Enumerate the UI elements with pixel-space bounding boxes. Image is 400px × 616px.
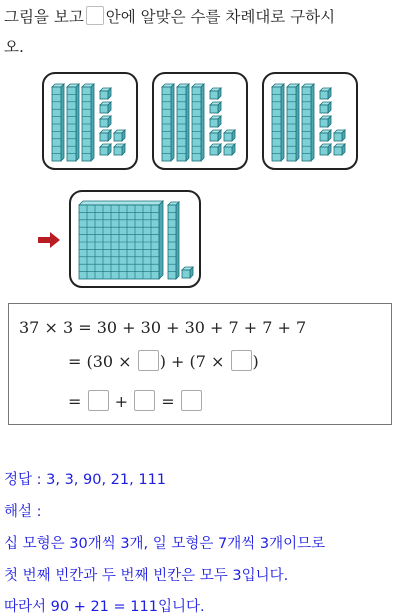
question-part2: 안에 알맞은 수를 차례대로 구하시 xyxy=(105,8,336,26)
unit-cube-icon xyxy=(334,144,345,155)
unit-cube-icon xyxy=(224,144,235,155)
equation-line-1: 37 × 3 = 30 + 30 + 30 + 7 + 7 + 7 xyxy=(19,318,307,337)
block-result-drawing xyxy=(71,192,203,290)
block-group-2 xyxy=(152,72,248,170)
ten-rod-icon xyxy=(162,84,174,161)
ten-rod-icon xyxy=(168,202,179,279)
answer-line xyxy=(4,468,166,489)
blank-3 xyxy=(88,390,109,411)
blank-5 xyxy=(181,390,202,411)
answer-value: 3, 3, 90, 21, 111 xyxy=(46,472,167,488)
block-group-3 xyxy=(262,72,358,170)
explanation-label: 해설 : xyxy=(4,504,42,520)
unit-cube-icon xyxy=(210,144,221,155)
unit-cube-icon xyxy=(320,102,331,113)
unit-cube-icon xyxy=(100,116,111,127)
unit-cube-icon xyxy=(100,144,111,155)
explanation-line-3: 따라서 90 + 21 = 111입니다. xyxy=(4,599,205,615)
unit-cube-icon xyxy=(114,144,125,155)
unit-cube-icon xyxy=(320,116,331,127)
question-text xyxy=(4,2,396,62)
equation-line-2-b: ) + (7 × xyxy=(159,352,225,371)
hundred-flat-icon xyxy=(79,201,163,279)
unit-cube-icon xyxy=(320,88,331,99)
unit-cube-icon xyxy=(100,102,111,113)
block-group-1-drawing xyxy=(44,74,140,172)
unit-cube-icon xyxy=(100,88,111,99)
right-arrow-icon xyxy=(38,232,60,248)
equation-line-2-a: = (30 × xyxy=(68,352,132,371)
explanation-line-1: 십 모형은 30개씩 3개, 일 모형은 7개씩 3개이므로 xyxy=(4,536,326,552)
block-group-2-drawing xyxy=(154,74,250,172)
question-part3: 오. xyxy=(4,38,24,56)
blank-box-icon xyxy=(86,6,104,25)
blank-2 xyxy=(231,350,252,371)
block-group-1 xyxy=(42,72,138,170)
equation-line-3-a: = xyxy=(68,392,82,411)
unit-cube-icon xyxy=(210,102,221,113)
equation-line-2 xyxy=(68,350,259,371)
answer-label: 정답 : xyxy=(4,472,42,488)
ten-rod-icon xyxy=(192,84,204,161)
ten-rod-icon xyxy=(52,84,64,161)
ten-rod-icon xyxy=(82,84,94,161)
unit-cube-icon xyxy=(210,130,221,141)
ten-rod-icon xyxy=(67,84,79,161)
ten-rod-icon xyxy=(287,84,299,161)
question-part1: 그림을 보고 xyxy=(4,8,84,26)
blank-1 xyxy=(138,350,159,371)
equation-line-3-c: = xyxy=(161,392,175,411)
equation-line-2-c: ) xyxy=(252,352,259,371)
unit-cube-icon xyxy=(100,130,111,141)
equation-box xyxy=(8,303,392,425)
unit-cube-icon xyxy=(182,267,193,278)
explanation-line-2: 첫 번째 빈칸과 두 번째 빈칸은 모두 3입니다. xyxy=(4,568,289,584)
blank-4 xyxy=(134,390,155,411)
unit-cube-icon xyxy=(320,130,331,141)
unit-cube-icon xyxy=(210,116,221,127)
unit-cube-icon xyxy=(320,144,331,155)
equation-line-3 xyxy=(68,390,203,411)
block-result xyxy=(69,190,201,288)
unit-cube-icon xyxy=(210,88,221,99)
unit-cube-icon xyxy=(114,130,125,141)
block-group-3-drawing xyxy=(264,74,360,172)
ten-rod-icon xyxy=(177,84,189,161)
ten-rod-icon xyxy=(302,84,314,161)
unit-cube-icon xyxy=(224,130,235,141)
equation-line-3-b: + xyxy=(114,392,128,411)
unit-cube-icon xyxy=(334,130,345,141)
ten-rod-icon xyxy=(272,84,284,161)
